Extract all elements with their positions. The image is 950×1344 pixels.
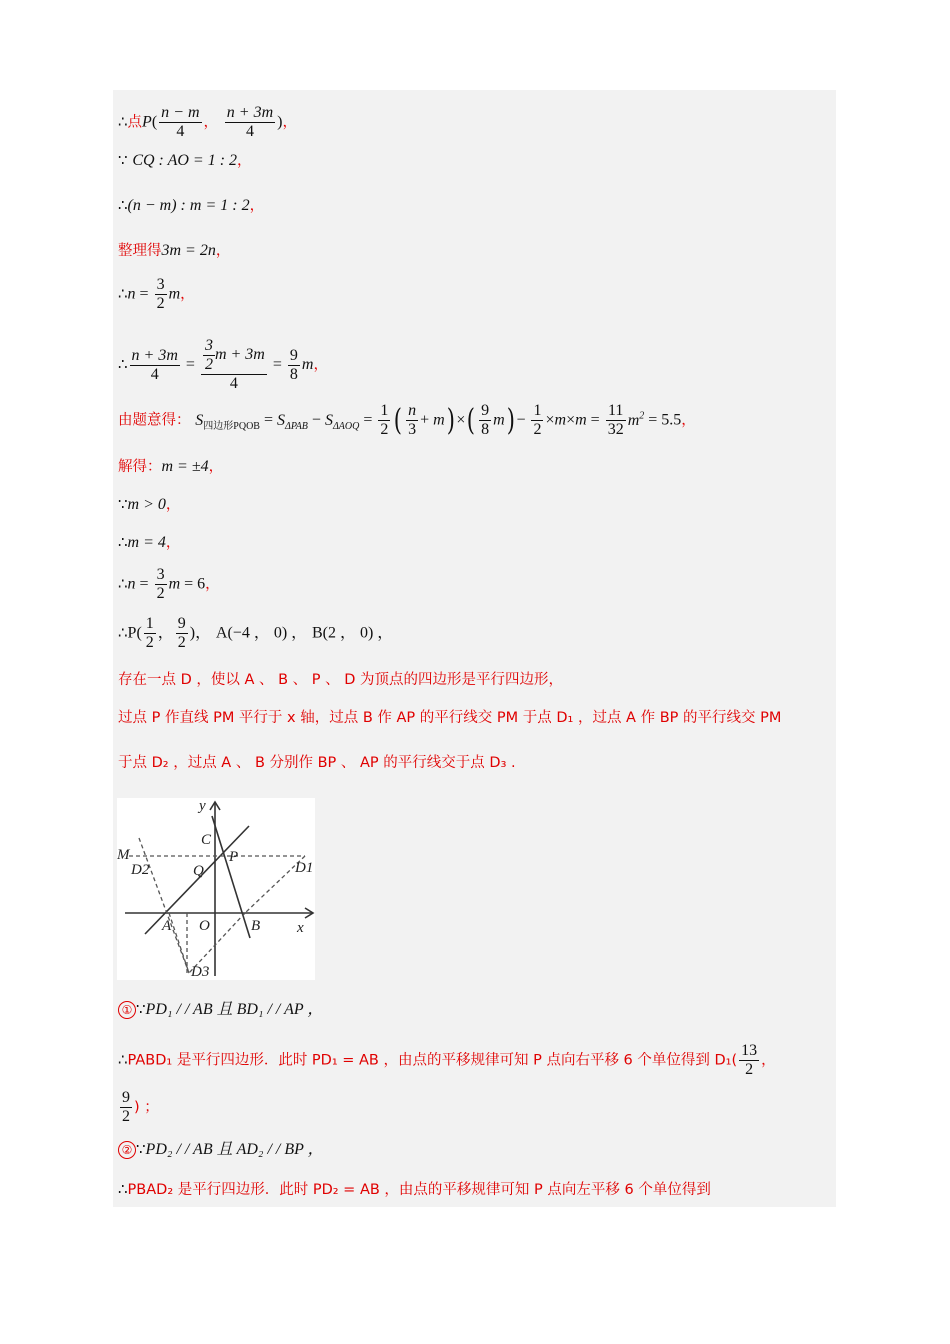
fraction: $\frac{9}{8}$: [481, 402, 490, 438]
label-d3: D3: [191, 964, 210, 980]
fraction: $\frac{11}{32}$: [607, 402, 624, 438]
line-14: 过点 P 作直线 PM 平行于 x 轴，过点 B 作 AP 的平行线交 PM 于点 D₁ ，过点 A 作 BP 的平行线交 PM: [118, 710, 782, 726]
case-2-marker: ②: [118, 1141, 136, 1159]
line-2: ∵ CQ : AO = 1 : 2，: [118, 151, 252, 169]
line-13: 存在一点 D ，使以 A 、 B 、 P 、 D 为顶点的四边形是平行四边形，: [118, 672, 564, 688]
label-y: y: [199, 798, 206, 814]
label-a: A: [162, 918, 172, 934]
fraction: $\frac{3}{2}$: [156, 276, 165, 312]
line-12: ∴P( $\frac{1}{2}$ ， $\frac{9}{2}$ )， A(−4 ， 0) ， B(2 ， 0) ，: [118, 615, 394, 651]
case-2-line: ② ∵PD₂ / / AB 且 AD₂ / / BP ，: [118, 1139, 324, 1160]
label-p: P: [229, 849, 239, 865]
line-8: 解得：m = ±4，: [118, 458, 224, 475]
fraction: $\frac{3}{2}$ m + 3m 4: [201, 337, 267, 393]
case-1-end: $\frac{9}{2}$ ) ；: [122, 1089, 159, 1125]
fraction: $\frac{13}{2}$: [741, 1042, 758, 1078]
dashed-ad2: [139, 838, 189, 973]
geometry-figure: [117, 798, 315, 980]
line-9: ∵m > 0，: [118, 495, 181, 513]
label-m: M: [117, 847, 130, 863]
line-4: 整理得3m = 2n，: [118, 242, 231, 259]
line-10: ∴m = 4，: [118, 533, 181, 551]
case-1-body: ∴PABD₁ 是平行四边形．此时 PD₁ = AB ，由点的平移规律可知 P 点向右平移 6 个单位得到 D₁( $\frac{13}{2}$ ，: [118, 1042, 776, 1078]
line-7: 由题意得： $S_{四边形PQOB} = S_{\Delta PAB} - S_{\Delta AOQ}$ = $\frac{1}{2}$ ( $\frac{n}{3}$ + m) ×( $\frac{9}{8}$ m) − $\frac{1}{2}$ ×m×m = $\frac{11}{32}$ $m^2 = 5.5$，: [118, 402, 696, 438]
fraction: $\frac{n - m}{4}$: [161, 104, 200, 140]
fraction: $\frac{n + 3m}{4}$: [226, 104, 274, 140]
line-3: ∴(n − m) : m = 1 : 2，: [118, 196, 265, 214]
figure-svg: [117, 798, 315, 980]
label-o: O: [199, 918, 210, 934]
label-d1: D1: [295, 860, 314, 876]
fraction: $\frac{9}{2}$: [122, 1089, 130, 1125]
fraction: $\frac{1}{2}$: [380, 402, 389, 438]
line-1: ∴点P( $\frac{n - m}{4}$ ， $\frac{n + 3m}{4}$ )，: [118, 104, 297, 140]
line-ap: [145, 826, 249, 934]
case-1-marker: ①: [118, 1001, 136, 1019]
case-2-body: ∴PBAD₂ 是平行四边形．此时 PD₂ = AB ，由点的平移规律可知 P 点向左平移 6 个单位得到: [118, 1180, 711, 1198]
fraction: $\frac{n}{3}$: [408, 402, 417, 438]
line-5: ∴n = $\frac{3}{2}$ m，: [118, 276, 195, 312]
label-x: x: [297, 920, 304, 936]
fraction: $\frac{9}{2}$: [177, 615, 186, 651]
fraction: $\frac{1}{2}$: [533, 402, 542, 438]
label-b: B: [251, 918, 261, 934]
label-d2: D2: [131, 862, 150, 878]
line-11: ∴n = $\frac{3}{2}$ m = 6，: [118, 566, 220, 602]
line-15: 于点 D₂ ，过点 A 、 B 分别作 BP 、 AP 的平行线交于点 D₃ .: [118, 755, 516, 771]
fraction: $\frac{9}{8}$: [289, 346, 298, 383]
fraction: $\frac{n + 3m}{4}$: [131, 346, 178, 383]
label-q: Q: [193, 863, 204, 879]
fraction: $\frac{1}{2}$: [145, 615, 154, 651]
label-c: C: [201, 832, 212, 848]
case-1-line: ① ∵PD₁ / / AB 且 BD₁ / / AP ，: [118, 999, 323, 1020]
line-bp: [212, 816, 250, 938]
fraction: $\frac{3}{2}$: [156, 566, 165, 602]
line-6: ∴ $\frac{n + 3m}{4}$ = $\frac{3}{2}$ m + 3m 4 = $\frac{9}{8}$ m，: [118, 337, 328, 392]
